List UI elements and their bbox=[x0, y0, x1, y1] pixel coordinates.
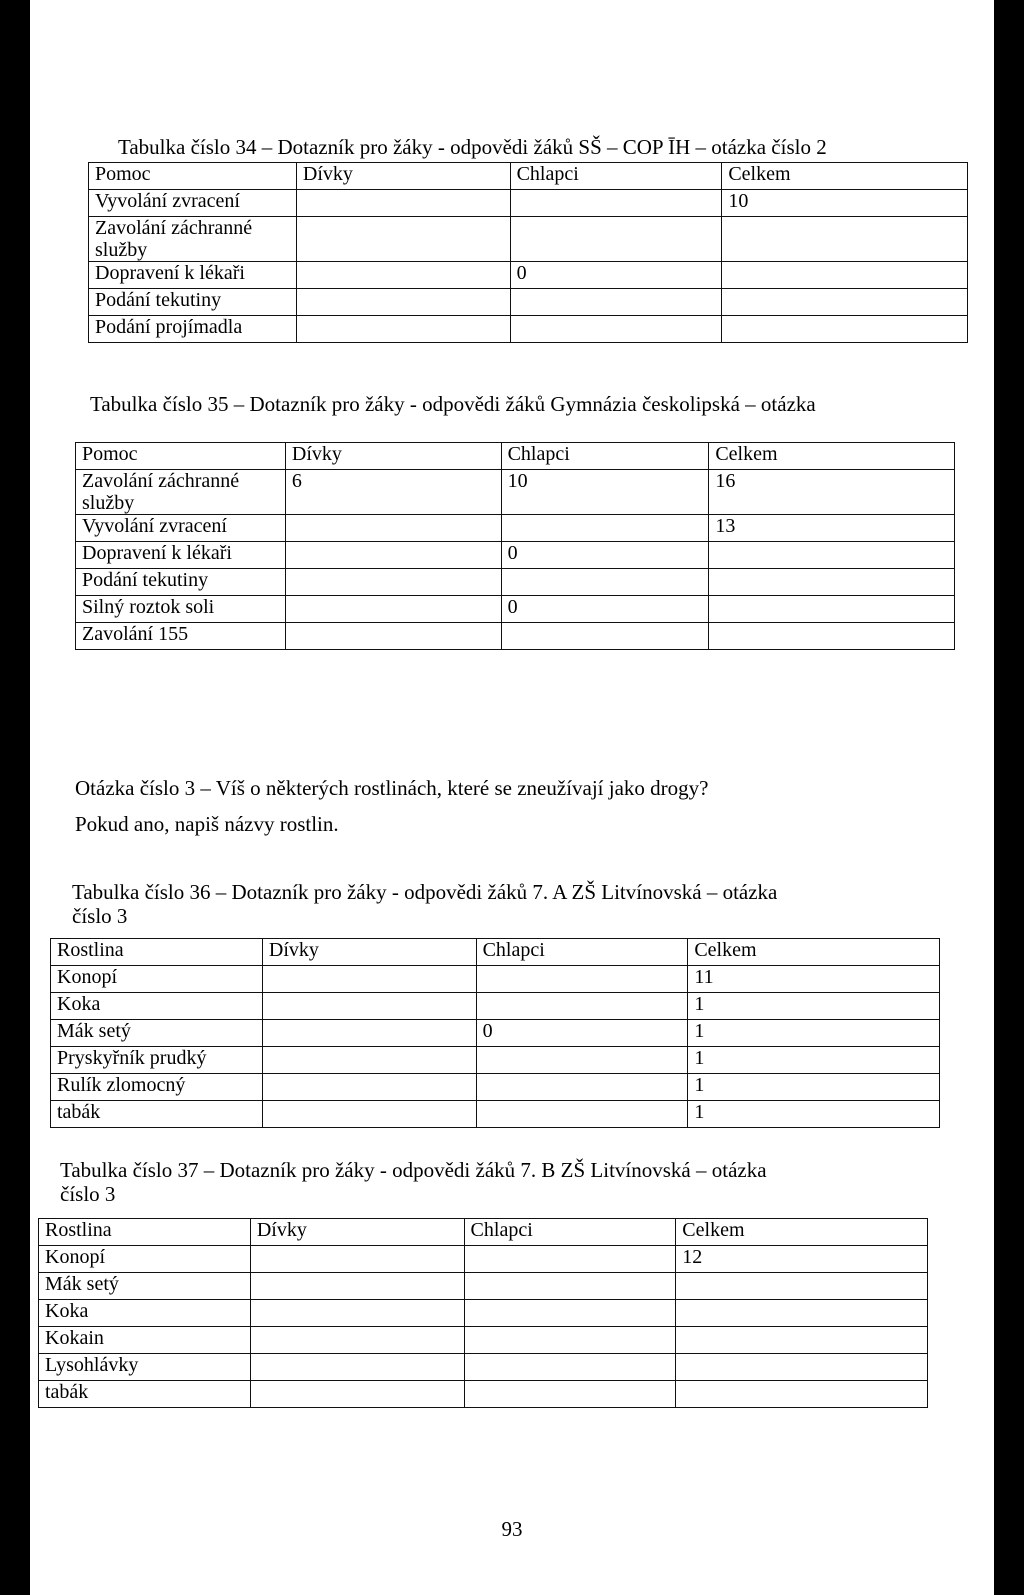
table35-cell bbox=[285, 569, 501, 596]
table34-cell: Podání tekutiny bbox=[89, 289, 297, 316]
table35-header-cell: Pomoc bbox=[76, 443, 286, 470]
table37-cell: Lysohlávky bbox=[39, 1354, 251, 1381]
table36-header-cell: Dívky bbox=[262, 939, 476, 966]
table37-cell bbox=[676, 1327, 928, 1354]
table36-row bbox=[51, 1101, 940, 1128]
table36-cell: tabák bbox=[51, 1101, 263, 1128]
table35-cell: 6 bbox=[285, 470, 501, 515]
table35-header-row bbox=[76, 443, 955, 470]
table35-cell bbox=[285, 623, 501, 650]
table36-cell: Rulík zlomocný bbox=[51, 1074, 263, 1101]
table36-caption bbox=[72, 880, 777, 928]
table35-cell: Dopravení k lékaři bbox=[76, 542, 286, 569]
table36-header-cell: Rostlina bbox=[51, 939, 263, 966]
table37-row bbox=[39, 1273, 928, 1300]
table37-cell bbox=[464, 1273, 676, 1300]
table36-cell: 1 bbox=[688, 1101, 940, 1128]
table34-header-cell: Dívky bbox=[296, 163, 510, 190]
table36-row bbox=[51, 993, 940, 1020]
table37-header-cell: Chlapci bbox=[464, 1219, 676, 1246]
table35 bbox=[75, 442, 955, 650]
table36 bbox=[50, 938, 940, 1128]
table37 bbox=[38, 1218, 928, 1408]
table37-caption-line2: číslo 3 bbox=[60, 1182, 116, 1206]
table37-header-cell: Dívky bbox=[250, 1219, 464, 1246]
table36-cell: 1 bbox=[688, 993, 940, 1020]
table37-header-row bbox=[39, 1219, 928, 1246]
question-text bbox=[75, 770, 709, 842]
table35-cell bbox=[709, 623, 955, 650]
table36-cell: 11 bbox=[688, 966, 940, 993]
table37-cell bbox=[464, 1327, 676, 1354]
table34-cell bbox=[722, 262, 968, 289]
table35-row bbox=[76, 515, 955, 542]
table35-cell bbox=[709, 569, 955, 596]
table36-cell bbox=[476, 1047, 688, 1074]
table35-cell bbox=[285, 596, 501, 623]
table36-header-cell: Chlapci bbox=[476, 939, 688, 966]
table34-header-row bbox=[89, 163, 968, 190]
table36-cell bbox=[476, 1074, 688, 1101]
table34-cell bbox=[296, 289, 510, 316]
table37-cell bbox=[250, 1327, 464, 1354]
table37-cell bbox=[250, 1381, 464, 1408]
table34-caption: Tabulka číslo 34 – Dotazník pro žáky - odpovědi žáků SŠ – COP ĪH – otázka číslo 2 bbox=[118, 135, 827, 159]
table35-row bbox=[76, 569, 955, 596]
table37-row bbox=[39, 1246, 928, 1273]
table34-cell: Podání projímadla bbox=[89, 316, 297, 343]
table36-cell bbox=[262, 1020, 476, 1047]
table37-cell bbox=[250, 1273, 464, 1300]
table35-cell bbox=[285, 542, 501, 569]
table35-cell bbox=[501, 569, 709, 596]
table34-header-cell: Celkem bbox=[722, 163, 968, 190]
table34-cell: Dopravení k lékaři bbox=[89, 262, 297, 289]
table34-row bbox=[89, 217, 968, 262]
table37-cell bbox=[250, 1300, 464, 1327]
table34-cell bbox=[510, 190, 722, 217]
table37-cell bbox=[676, 1273, 928, 1300]
table35-cell: 0 bbox=[501, 542, 709, 569]
table37-cell bbox=[676, 1381, 928, 1408]
table37-cell bbox=[464, 1354, 676, 1381]
table37-cell bbox=[464, 1381, 676, 1408]
table37-caption bbox=[60, 1158, 767, 1206]
table34-row bbox=[89, 190, 968, 217]
table34-cell: Vyvolání zvracení bbox=[89, 190, 297, 217]
table35-cell bbox=[285, 515, 501, 542]
table37-cell: Mák setý bbox=[39, 1273, 251, 1300]
table36-cell bbox=[262, 1074, 476, 1101]
table34-row bbox=[89, 289, 968, 316]
table35-cell bbox=[501, 515, 709, 542]
table34-row bbox=[89, 316, 968, 343]
table36-cell bbox=[262, 1047, 476, 1074]
table36-cell bbox=[476, 993, 688, 1020]
table34-header-cell: Chlapci bbox=[510, 163, 722, 190]
table34-cell bbox=[296, 190, 510, 217]
table36-cell bbox=[262, 1101, 476, 1128]
table36-cell: Koka bbox=[51, 993, 263, 1020]
table36-row bbox=[51, 1074, 940, 1101]
table37-cell bbox=[676, 1354, 928, 1381]
table36-cell bbox=[476, 1101, 688, 1128]
page-number: 93 bbox=[501, 1517, 523, 1541]
question-line2: Pokud ano, napiš názvy rostlin. bbox=[75, 812, 339, 836]
table34-cell bbox=[296, 262, 510, 289]
table36-caption-line2: číslo 3 bbox=[72, 904, 128, 928]
table37-row bbox=[39, 1354, 928, 1381]
table35-cell bbox=[709, 542, 955, 569]
table34-cell bbox=[722, 289, 968, 316]
document-page bbox=[30, 0, 994, 1595]
table34-cell bbox=[510, 316, 722, 343]
table37-row bbox=[39, 1381, 928, 1408]
table37-cell: tabák bbox=[39, 1381, 251, 1408]
table37-caption-line1: Tabulka číslo 37 – Dotazník pro žáky - odpovědi žáků 7. B ZŠ Litvínovská – otázka bbox=[60, 1158, 767, 1182]
table37-cell: Kokain bbox=[39, 1327, 251, 1354]
table35-row bbox=[76, 623, 955, 650]
table35-cell bbox=[501, 623, 709, 650]
table34-cell bbox=[510, 217, 722, 262]
table34-cell bbox=[296, 316, 510, 343]
table35-header-cell: Chlapci bbox=[501, 443, 709, 470]
question-line1: Otázka číslo 3 – Víš o některých rostlinách, které se zneužívají jako drogy? bbox=[75, 776, 709, 800]
table37-cell: Konopí bbox=[39, 1246, 251, 1273]
table36-cell: 1 bbox=[688, 1020, 940, 1047]
table37-cell bbox=[676, 1300, 928, 1327]
table36-cell: 1 bbox=[688, 1074, 940, 1101]
table36-row bbox=[51, 1020, 940, 1047]
table37-cell bbox=[250, 1246, 464, 1273]
table34-cell bbox=[722, 217, 968, 262]
table35-cell: 16 bbox=[709, 470, 955, 515]
table36-cell bbox=[262, 993, 476, 1020]
table35-cell: Silný roztok soli bbox=[76, 596, 286, 623]
table37-cell: 12 bbox=[676, 1246, 928, 1273]
table37-cell bbox=[464, 1246, 676, 1273]
table36-cell: 1 bbox=[688, 1047, 940, 1074]
table36-cell bbox=[262, 966, 476, 993]
table35-caption: Tabulka číslo 35 – Dotazník pro žáky - odpovědi žáků Gymnázia českolipská – otázka bbox=[90, 392, 816, 416]
table36-cell: Konopí bbox=[51, 966, 263, 993]
table36-cell: 0 bbox=[476, 1020, 688, 1047]
table35-cell: Vyvolání zvracení bbox=[76, 515, 286, 542]
table36-header-cell: Celkem bbox=[688, 939, 940, 966]
table36-caption-line1: Tabulka číslo 36 – Dotazník pro žáky - odpovědi žáků 7. A ZŠ Litvínovská – otázka bbox=[72, 880, 778, 904]
table35-header-cell: Celkem bbox=[709, 443, 955, 470]
table34-cell: 10 bbox=[722, 190, 968, 217]
table35-row bbox=[76, 596, 955, 623]
table36-cell: Mák setý bbox=[51, 1020, 263, 1047]
table35-cell: Podání tekutiny bbox=[76, 569, 286, 596]
table36-row bbox=[51, 1047, 940, 1074]
table37-row bbox=[39, 1300, 928, 1327]
table35-cell: 13 bbox=[709, 515, 955, 542]
table37-header-cell: Celkem bbox=[676, 1219, 928, 1246]
table35-cell: Zavolání 155 bbox=[76, 623, 286, 650]
table34-row bbox=[89, 262, 968, 289]
table35-cell: 0 bbox=[501, 596, 709, 623]
table35-cell: 10 bbox=[501, 470, 709, 515]
table34 bbox=[88, 162, 968, 343]
table34-header-cell: Pomoc bbox=[89, 163, 297, 190]
table35-header-cell: Dívky bbox=[285, 443, 501, 470]
table37-cell: Koka bbox=[39, 1300, 251, 1327]
table35-cell bbox=[709, 596, 955, 623]
table37-header-cell: Rostlina bbox=[39, 1219, 251, 1246]
table37-cell bbox=[250, 1354, 464, 1381]
table35-row bbox=[76, 470, 955, 515]
table34-cell: Zavolání záchranné služby bbox=[89, 217, 297, 262]
table34-cell bbox=[722, 316, 968, 343]
table36-header-row bbox=[51, 939, 940, 966]
table35-row bbox=[76, 542, 955, 569]
table35-cell: Zavolání záchranné služby bbox=[76, 470, 286, 515]
table36-cell bbox=[476, 966, 688, 993]
table34-cell: 0 bbox=[510, 262, 722, 289]
table34-cell bbox=[296, 217, 510, 262]
table37-row bbox=[39, 1327, 928, 1354]
table36-row bbox=[51, 966, 940, 993]
table37-cell bbox=[464, 1300, 676, 1327]
table34-cell bbox=[510, 289, 722, 316]
table36-cell: Pryskyřník prudký bbox=[51, 1047, 263, 1074]
